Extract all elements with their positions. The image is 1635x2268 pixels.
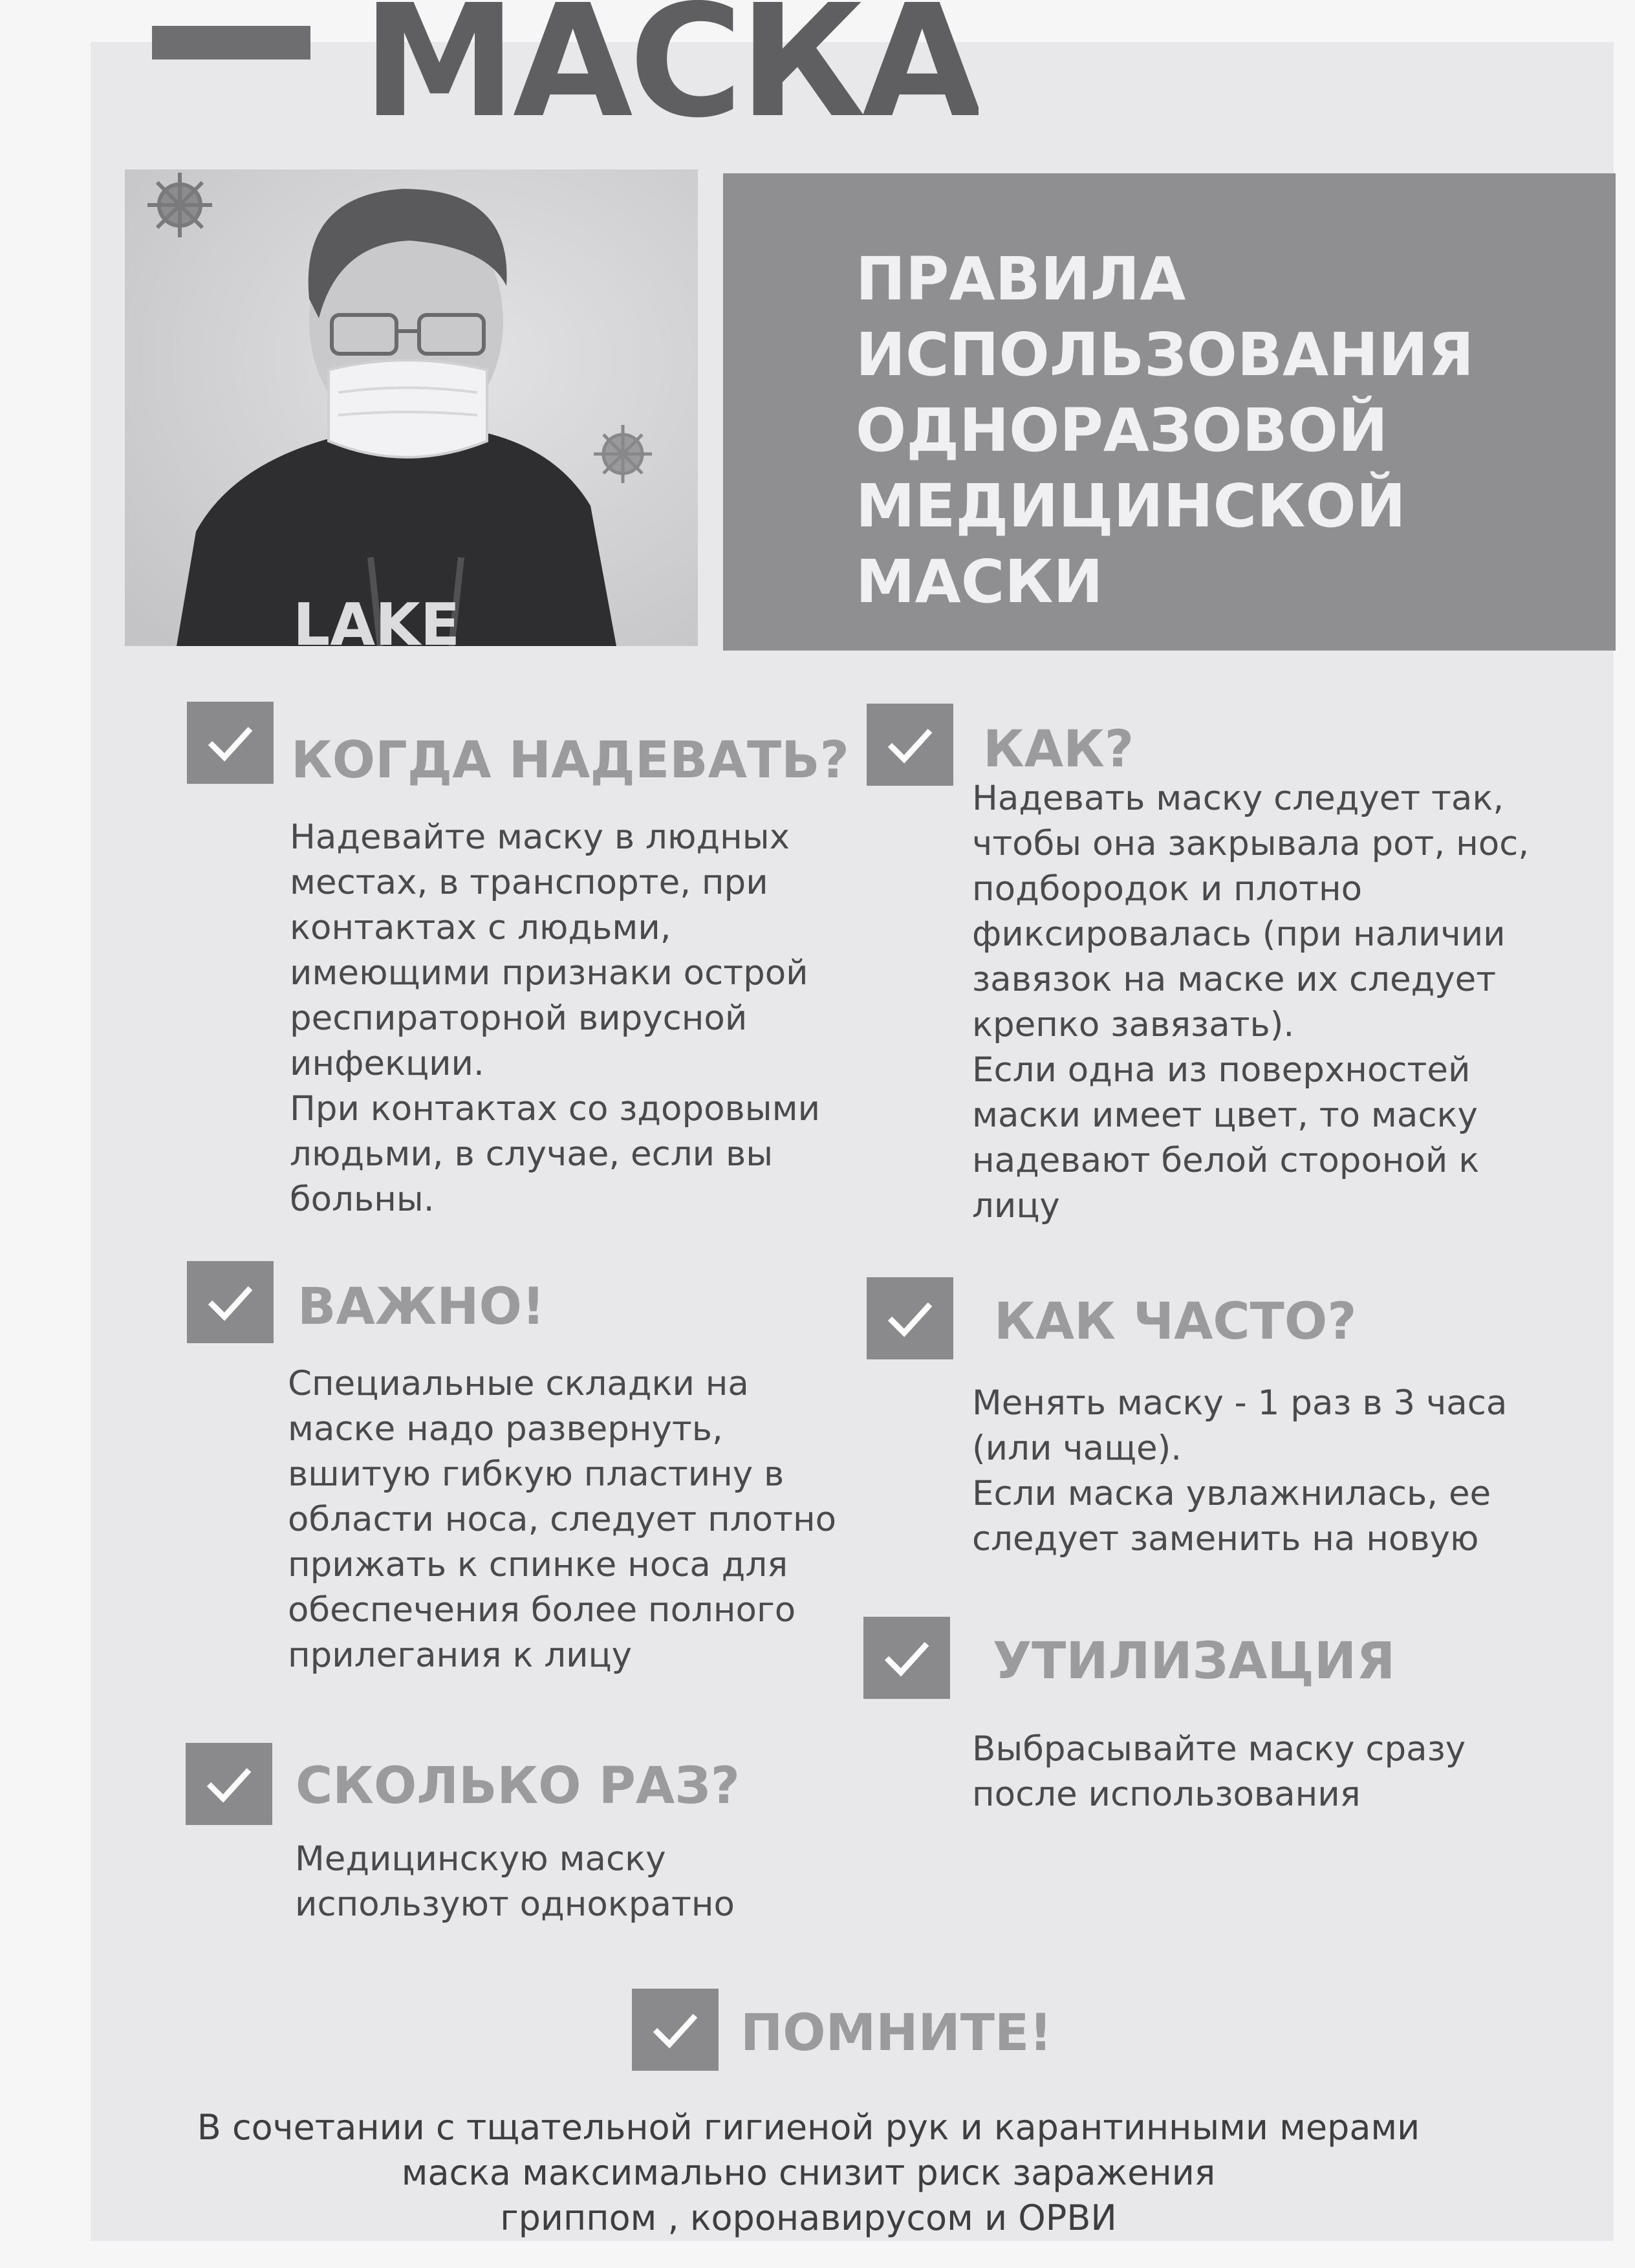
check-icon [867, 704, 953, 786]
section-title-how-many: СКОЛЬКО РАЗ? [296, 1757, 740, 1815]
check-icon [863, 1617, 950, 1699]
section-title-when: КОГДА НАДЕВАТЬ? [291, 731, 849, 790]
virus-icon [147, 173, 212, 237]
section-text-disposal: Выбрасывайте маску сразу после использования [972, 1729, 1466, 1814]
header-decor-bar [152, 26, 310, 59]
section-title-how-often: КАК ЧАСТО? [994, 1293, 1357, 1351]
section-text-how-many: Медицинскую маску используют однократно [295, 1839, 735, 1924]
rules-banner [723, 173, 1616, 651]
check-icon [186, 1743, 272, 1825]
section-text-how: Надевать маску следует так, чтобы она закрывала рот, нос, подбородок и плотно фиксировалась (при наличии завязок на маске их следует крепко завязать). Если одна из поверхностей маски имеет цвет, то маску надевают белой стороной к лицу [972, 779, 1530, 1226]
section-text-how-often: Менять маску - 1 раз в 3 часа (или чаще). Если маска увлажнилась, ее следует заменить на новую [972, 1383, 1508, 1559]
leaflet-title: МАСКА [362, 0, 979, 120]
section-text-when: Надевайте маску в людных местах, в транспорте, при контактах с людьми, имеющими признаки острой респираторной вирусной инфекции. При контактах со здоровыми людьми, в случае, если вы больны. [290, 817, 821, 1219]
check-icon [187, 1261, 274, 1343]
person-in-mask-icon [125, 169, 698, 646]
banner-title: ПРАВИЛА ИСПОЛЬЗОВАНИЯ ОДНОРАЗОВОЙ МЕДИЦИНСКОЙ МАСКИ [856, 244, 1474, 616]
check-icon [187, 702, 274, 784]
person-in-mask-photo [125, 169, 698, 646]
svg-text:LAKE: LAKE [293, 591, 460, 646]
section-text-remember: В сочетании с тщательной гигиеной рук и карантинными мерами маска максимально снизит риск заражения гриппом , коронавирусом и ОРВИ [197, 2107, 1420, 2238]
section-title-important: ВАЖНО! [298, 1278, 545, 1336]
check-icon [867, 1277, 953, 1359]
section-title-disposal: УТИЛИЗАЦИЯ [993, 1632, 1396, 1690]
section-title-remember: ПОМНИТЕ! [741, 2004, 1052, 2062]
section-text-important: Специальные складки на маске надо развернуть, вшитую гибкую пластину в области носа, следует плотно прижать к спинке носа для обеспечения более полного прилегания к лицу [288, 1364, 837, 1675]
check-icon [632, 1989, 719, 2071]
section-title-how: КАК? [983, 720, 1134, 779]
